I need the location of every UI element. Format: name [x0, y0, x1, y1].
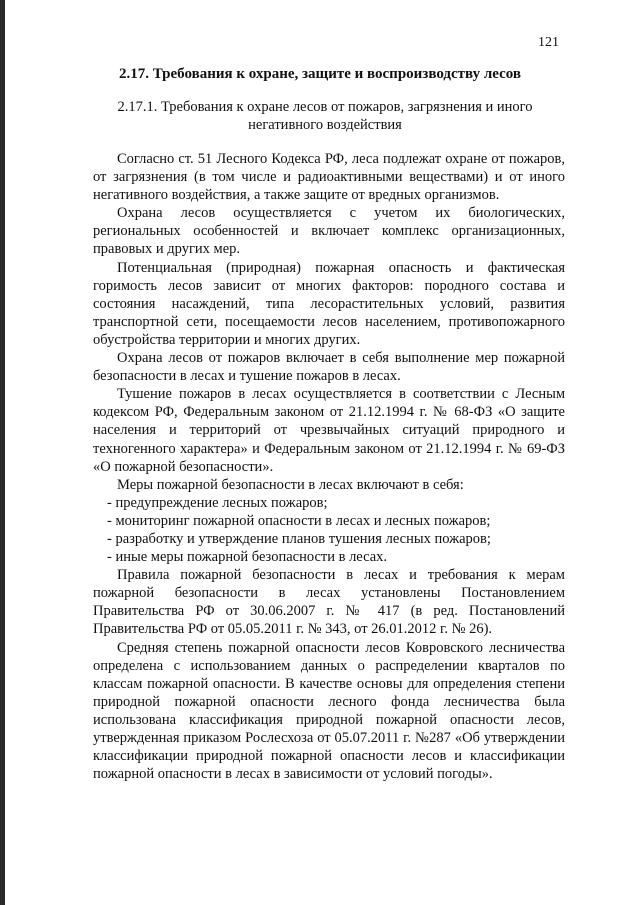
paragraph: Тушение пожаров в лесах осуществляется в соответствии с Лесным кодексом РФ, Федеральным законом от 21.12.1994 г. № 68-ФЗ «О защите населения и территорий от чрезвычайных ситуаций природного и техногенного характера» и Федеральным законом от 21.12.1994 г. № 69-ФЗ «О пожарной безопасности».: [93, 386, 565, 475]
paragraph: Средняя степень пожарной опасности лесов Ковровского лесничества определена с использованием данных о распределении кварталов по классам пожарной опасности. В качестве основы для определения степени природной пожарной опасности лесного фонда лесничества была использована классификация природной пожарной опасности лесов, утвержденная приказом Рослесхоза от 05.07.2011 г. №287 «Об утверждении классификации природной пожарной опасности лесов и классификации пожарной опасности в лесах в зависимости от условий погоды».: [93, 639, 565, 783]
subsection-title: 2.17.1. Требования к охране лесов от пожаров, загрязнения и иного негативного воздействия: [117, 99, 533, 133]
paragraph: Правила пожарной безопасности в лесах и требования к мерам пожарной безопасности в лесах установлены Постановлением Правительства РФ от 30.06.2007 г. № 417 (в ред. Постановлений Правительства РФ от 05.05.2011 г. № 343, от 26.01.2012 г. № 26).: [93, 567, 565, 638]
paragraph: Согласно ст. 51 Лесного Кодекса РФ, леса подлежат охране от пожаров, от загрязнения (в том числе и радиоактивными веществами) и от иного негативного воздействия, а также защите от вредных организмов.: [93, 151, 565, 204]
paragraph: Охрана лесов осуществляется с учетом их биологических, региональных особенностей и включает комплекс организационных, правовых и других мер.: [93, 205, 565, 258]
paragraph: Потенциальная (природная) пожарная опасность и фактическая горимость лесов зависит от многих факторов: породного состава и состояния насаждений, типа лесорастительных условий, развития транспортной сети, посещаемости лесов населением, противопожарного обустройства территории и многих других.: [93, 259, 565, 348]
list-item: - предупреждение лесных пожаров;: [107, 494, 328, 511]
paragraph: Охрана лесов от пожаров включает в себя выполнение мер пожарной безопасности в лесах и тушение пожаров в лесах.: [93, 350, 565, 385]
list-item: - иные меры пожарной безопасности в лесах.: [107, 549, 388, 566]
body-text: [93, 150, 565, 783]
paragraph: Меры пожарной безопасности в лесах включают в себя:: [117, 476, 464, 493]
list-item: - мониторинг пожарной опасности в лесах и лесных пожаров;: [107, 512, 491, 529]
page-number: 121: [538, 35, 559, 50]
scan-page-edge: [0, 0, 5, 905]
list-item: - разработку и утверждение планов тушения лесных пожаров;: [107, 530, 491, 547]
section-title: 2.17. Требования к охране, защите и воспроизводству лесов: [119, 66, 521, 82]
